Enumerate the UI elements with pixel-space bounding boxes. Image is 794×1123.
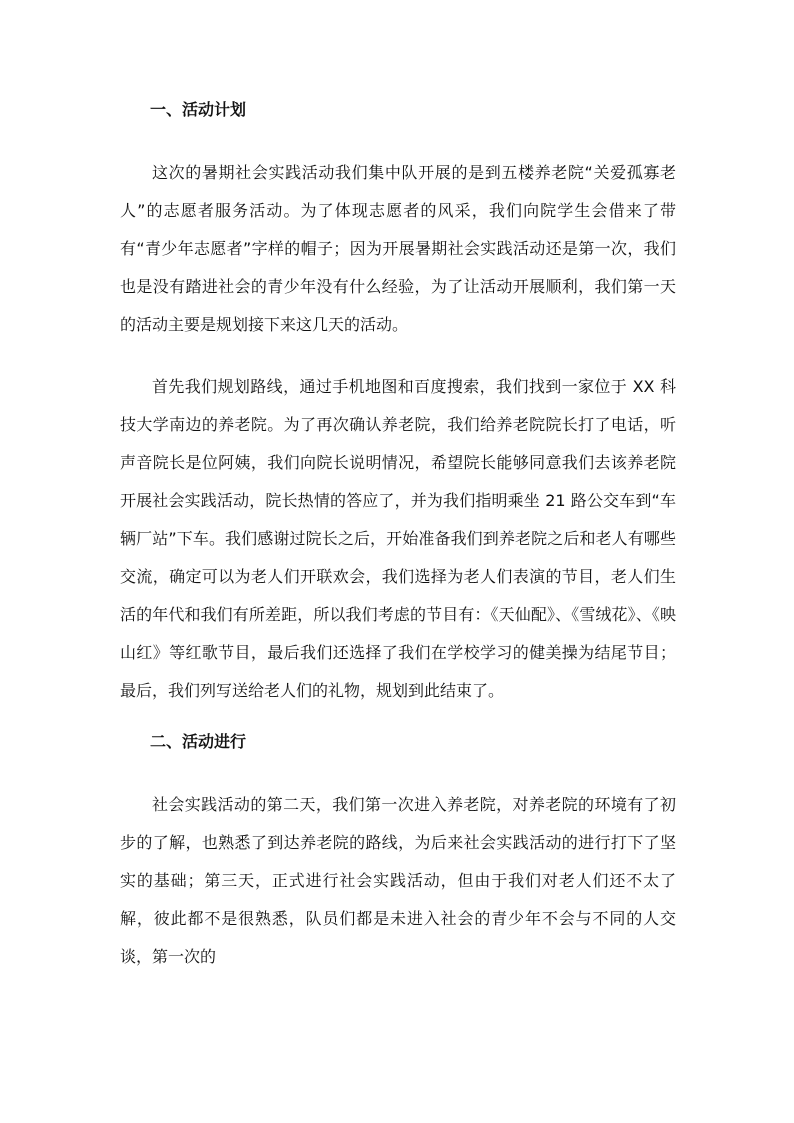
section-heading-progress: 二、活动进行	[150, 732, 247, 751]
paragraph-progress: 社会实践活动的第二天，我们第一次进入养老院，对养老院的环境有了初步的了解，也熟悉了到达养老院的路线，为后来社会实践活动的进行打下了坚实的基础；第三天，正式进行社会实践活动，但由于我们对老人们还不太了解，彼此都不是很熟悉，队员们都是未进入社会的青少年不会与不同的人交谈，第一次的	[120, 795, 676, 966]
paragraph-plan-route: 首先我们规划路线，通过手机地图和百度搜索，我们找到一家位于 XX 科技大学南边的养老院。为了再次确认养老院，我们给养老院院长打了电话，听声音院长是位阿姨，我们向院长说明情况，希望院长能够同意我们去该养老院开展社会实践活动，院长热情的答应了，并为我们指明乘坐 21 路公交车到“车辆厂站”下车。我们感谢过院长之后，开始准备我们到养老院之后和老人有哪些交流，确定可以为老人们开联欢会，我们选择为老人们表演的节目，老人们生活的年代和我们有所差距，所以我们考虑的节目有：《天仙配》、《雪绒花》、《映山红》等红歌节目，最后我们还选择了我们在学校学习的健美操为结尾节目；最后，我们列写送给老人们的礼物，规划到此结束了。	[120, 377, 676, 700]
section-heading-plan: 一、活动计划	[150, 100, 247, 119]
paragraph-plan-intro: 这次的暑期社会实践活动我们集中队开展的是到五楼养老院“关爱孤寡老人”的志愿者服务活动。为了体现志愿者的风采，我们向院学生会借来了带有“青少年志愿者”字样的帽子；因为开展暑期社会实践活动还是第一次，我们也是没有踏进社会的青少年没有什么经验，为了让活动开展顺利，我们第一天的活动主要是规划接下来这几天的活动。	[120, 163, 676, 334]
paragraph-spacer	[120, 344, 676, 368]
document-page	[120, 100, 676, 976]
